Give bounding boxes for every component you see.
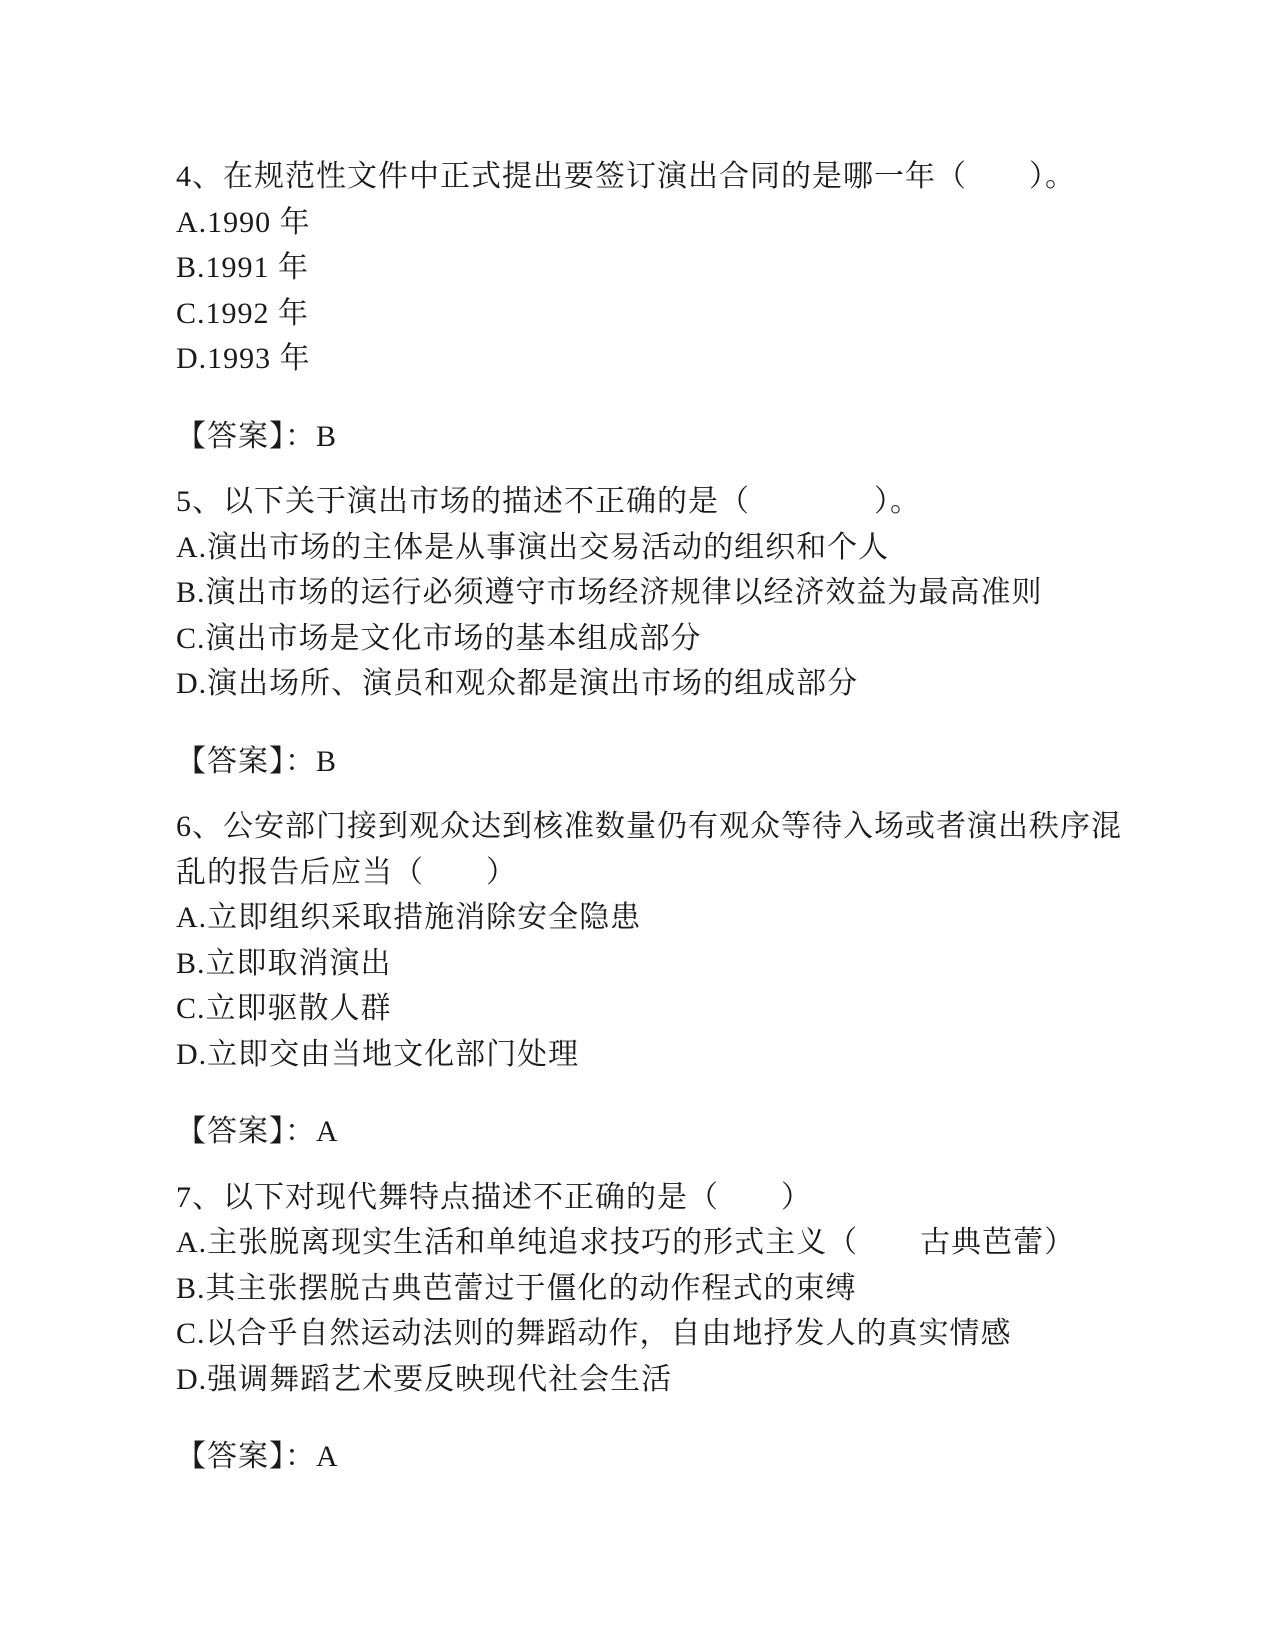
answer-label: 【答案】： (176, 744, 316, 778)
answer-line (176, 739, 1236, 785)
option-line: A.1990 年 (176, 205, 311, 239)
option-line: B.其主张摆脱古典芭蕾过于僵化的动作程式的束缚 (176, 1271, 857, 1305)
answer-label: 【答案】： (176, 1115, 316, 1148)
answer-line (176, 1434, 1236, 1480)
question-stem-line: 6、公安部门接到观众达到核准数量仍有观众等待入场或者演出秩序混 (176, 810, 1122, 843)
option-line: D.强调舞蹈艺术要反映现代社会生活 (176, 1362, 673, 1396)
answer-value: A (316, 1440, 339, 1473)
option-line: B.1991 年 (176, 251, 310, 284)
question-stem-line: 乱的报告后应当（ ） (176, 855, 517, 889)
option-line: B.演出市场的运行必须遵守市场经济规律以经济效益为最高准则 (176, 576, 1043, 609)
exam-content (176, 154, 1236, 1500)
question-stem-line: 7、以下对现代舞特点描述不正确的是（ ） (176, 1180, 812, 1214)
option-line: A.主张脱离现实生活和单纯追求技巧的形式主义（ 古典芭蕾） (176, 1226, 1076, 1259)
answer-label: 【答案】： (176, 419, 316, 453)
option-line: C.以合乎自然运动法则的舞蹈动作，自由地抒发人的真实情感 (176, 1317, 1012, 1350)
question-stem-line: 5、以下关于演出市场的描述不正确的是（ ）。 (176, 485, 921, 518)
option-line: C.立即驱散人群 (176, 992, 392, 1025)
option-line: C.1992 年 (176, 296, 310, 330)
answer-line (176, 1109, 1236, 1155)
question-block-7 (176, 1175, 1236, 1480)
question-block-5 (176, 479, 1236, 784)
option-line: D.演出场所、演员和观众都是演出市场的组成部分 (176, 667, 859, 700)
question-stem-line: 4、在规范性文件中正式提出要签订演出合同的是哪一年（ ）。 (176, 160, 1076, 193)
question-block-6 (176, 804, 1236, 1155)
option-line: B.立即取消演出 (176, 946, 392, 980)
answer-value: B (316, 744, 338, 778)
option-line: C.演出市场是文化市场的基本组成部分 (176, 621, 702, 655)
option-line: D.1993 年 (176, 342, 311, 375)
option-line: A.演出市场的主体是从事演出交易活动的组织和个人 (176, 530, 890, 564)
option-line: D.立即交由当地文化部门处理 (176, 1037, 580, 1071)
answer-value: A (316, 1115, 339, 1148)
answer-line (176, 414, 1236, 460)
question-block-4 (176, 154, 1236, 459)
option-line: A.立即组织采取措施消除安全隐患 (176, 901, 642, 934)
answer-value: B (316, 419, 338, 453)
answer-label: 【答案】： (176, 1440, 316, 1473)
